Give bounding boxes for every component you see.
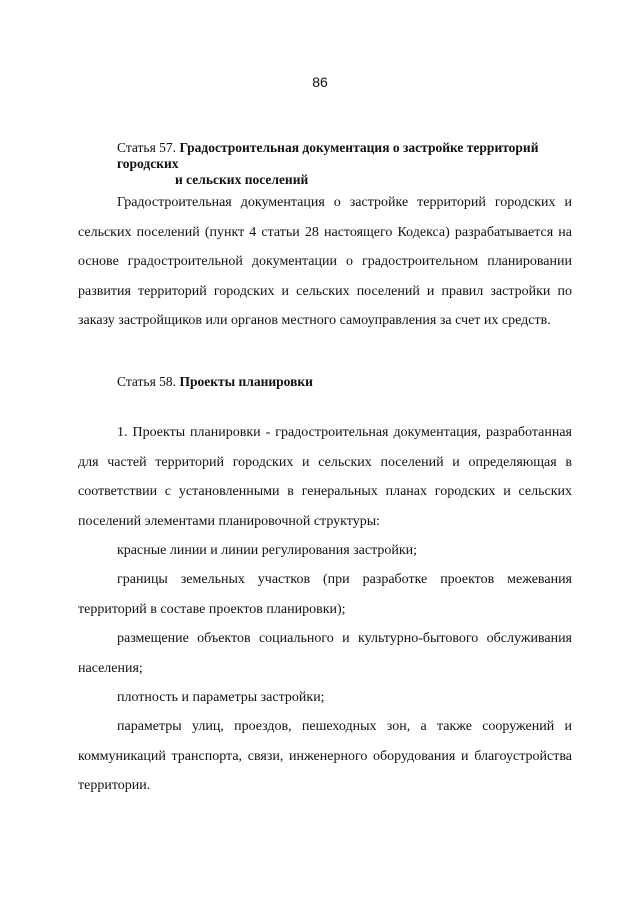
list-item: параметры улиц, проездов, пешеходных зон, а также сооружений и коммуникаций транспорта, связи, инженерного оборудования и благоустройства территории.	[78, 719, 572, 793]
article-57-title-line2: и сельских поселений	[175, 172, 309, 187]
article-57-heading	[117, 140, 587, 188]
article-57-paragraph: Градостроительная документация о застройке территорий городских и сельских поселений (пункт 4 статьи 28 настоящего Кодекса) разрабатывается на основе градостроительной документации о градостроительном планировании развития территорий городских и сельских поселений и правил застройки по заказу застройщиков или органов местного самоуправления за счет их средств.	[78, 195, 572, 328]
article-57-title-line1: Градостроительная документация о застройке территорий городских	[117, 140, 539, 171]
list-item: границы земельных участков (при разработке проектов межевания территорий в составе проектов планировки);	[78, 572, 572, 617]
article-57-prefix: Статья 57.	[117, 140, 177, 155]
list-item: плотность и параметры застройки;	[117, 690, 325, 705]
article-58-prefix: Статья 58.	[117, 374, 177, 389]
article-58-title: Проекты планировки	[179, 374, 313, 389]
page-number: 86	[312, 74, 328, 90]
list-item: размещение объектов социального и культурно-бытового обслуживания населения;	[78, 631, 572, 676]
article-58-heading	[117, 374, 587, 390]
list-item: красные линии и линии регулирования застройки;	[117, 543, 418, 558]
article-58-paragraph-1: 1. Проекты планировки - градостроительная документация, разработанная для частей территорий городских и сельских поселений и определяющая в соответствии с установленными в генеральных планах городских и сельских поселений элементами планировочной структуры:	[78, 425, 572, 529]
